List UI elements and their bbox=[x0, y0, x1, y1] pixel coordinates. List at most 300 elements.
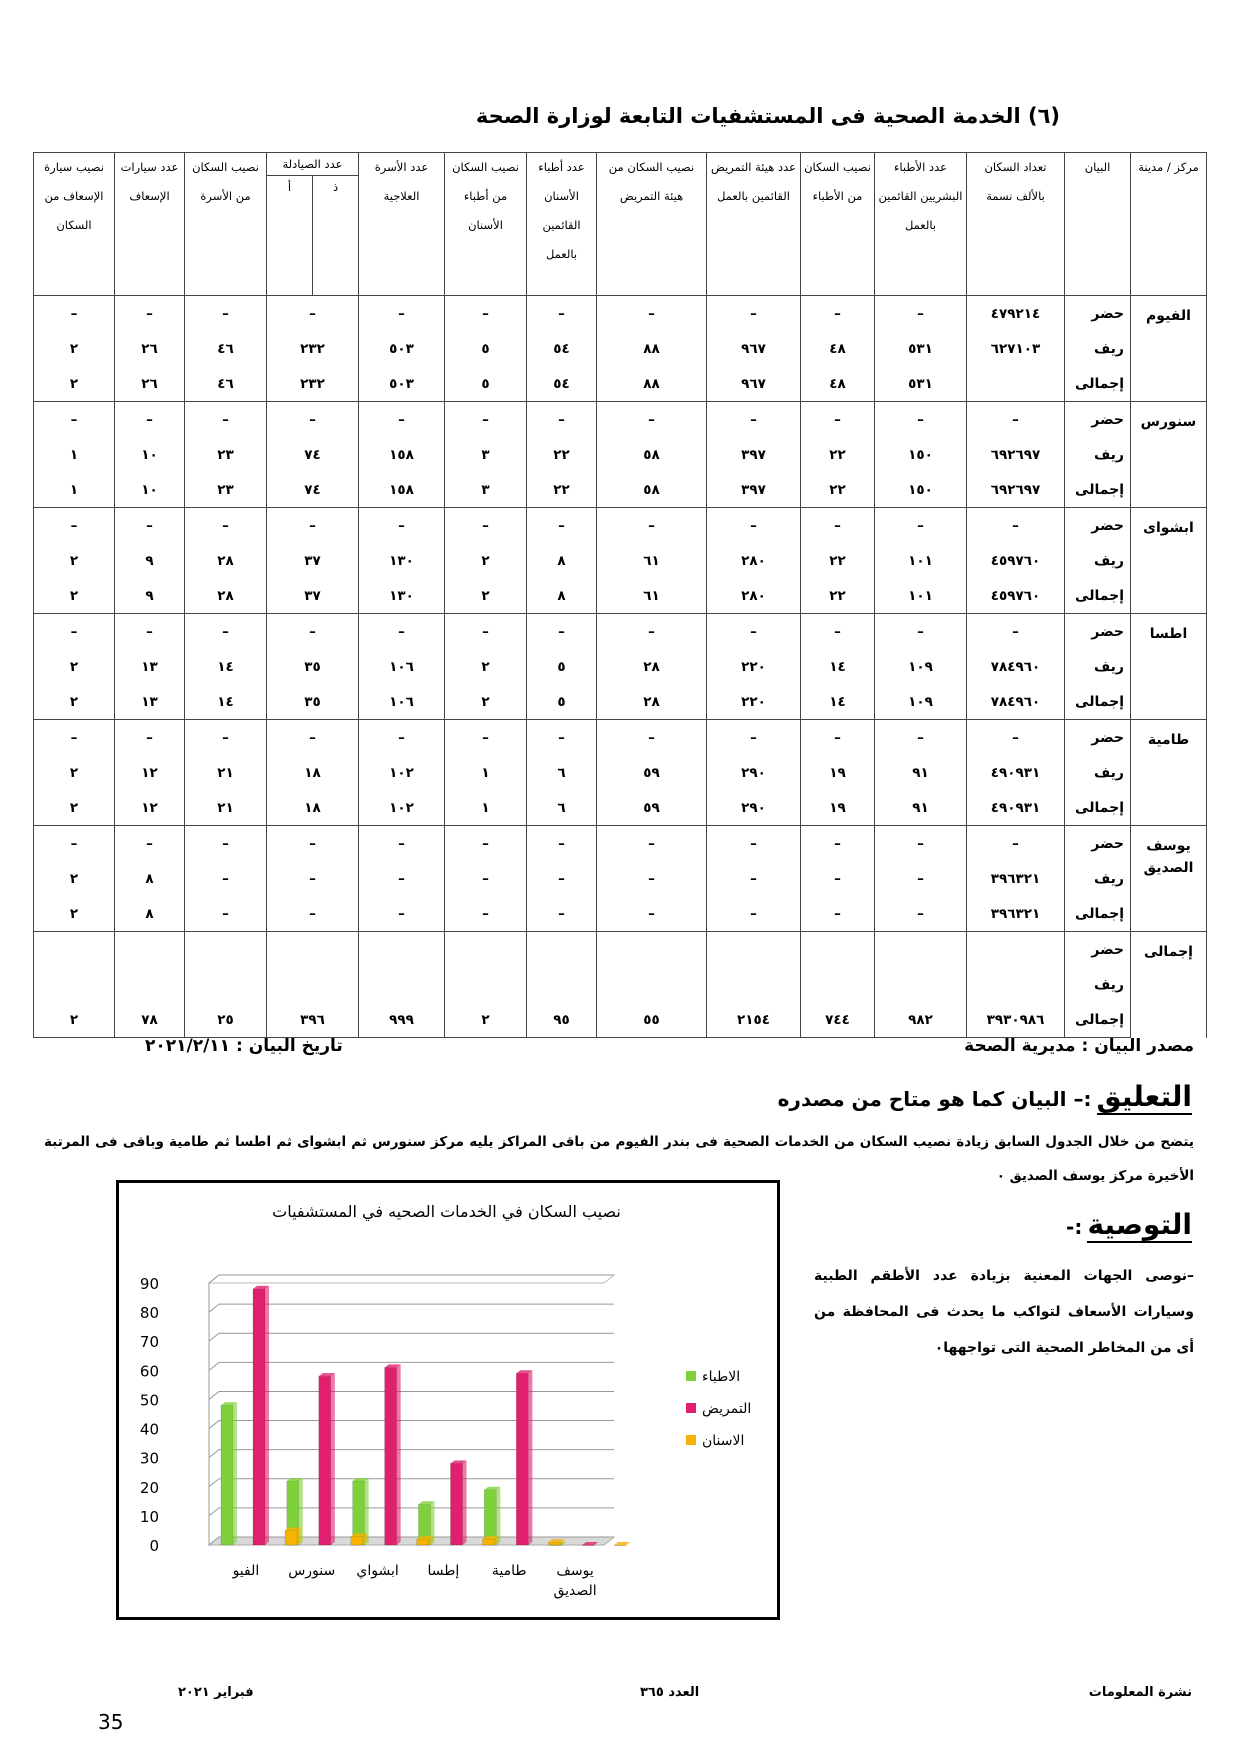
table-cell bbox=[527, 932, 597, 968]
table-cell: ٥٩ bbox=[597, 755, 707, 790]
row-type: حضر bbox=[1065, 296, 1131, 332]
table-cell: – bbox=[267, 720, 359, 756]
table-row bbox=[34, 967, 1207, 1002]
table-cell: ٤٨ bbox=[801, 366, 875, 402]
table-cell: ٥٨ bbox=[597, 472, 707, 508]
table-cell: ١٩ bbox=[801, 790, 875, 826]
table-cell: ٦ bbox=[527, 755, 597, 790]
table-cell: – bbox=[359, 402, 445, 438]
table-cell: ١ bbox=[34, 437, 115, 472]
table-cell: ٥٤ bbox=[527, 331, 597, 366]
table-cell: ٥٤ bbox=[527, 366, 597, 402]
table-cell: – bbox=[875, 896, 967, 932]
header-subcell: أ bbox=[267, 176, 313, 296]
header-cell: عدد سيارات الإسعاف bbox=[115, 153, 185, 296]
table-cell: – bbox=[801, 826, 875, 862]
table-cell: – bbox=[185, 861, 267, 896]
table-cell: ٢٣٢ bbox=[267, 366, 359, 402]
x-tick-label: يوسف bbox=[556, 1563, 594, 1579]
table-cell: ٢ bbox=[445, 649, 527, 684]
comment-heading bbox=[778, 1080, 1192, 1113]
table-cell: ٢ bbox=[445, 684, 527, 720]
table-cell: ١٥٨ bbox=[359, 437, 445, 472]
table-cell: ١٤ bbox=[801, 649, 875, 684]
table-cell: ٩ bbox=[115, 543, 185, 578]
header-cell: عدد الأسرة العلاجية bbox=[359, 153, 445, 296]
table-cell: ١٣٠ bbox=[359, 578, 445, 614]
table-cell bbox=[875, 967, 967, 1002]
table-cell: ١٠٦ bbox=[359, 684, 445, 720]
x-tick-label: الصديق bbox=[553, 1583, 597, 1599]
row-type: حضر bbox=[1065, 402, 1131, 438]
page-title: (٦) الخدمة الصحية فى المستشفيات التابعة لوزارة الصحة bbox=[475, 104, 1060, 128]
bar bbox=[451, 1463, 463, 1545]
table-cell: – bbox=[267, 861, 359, 896]
y-tick-label: 60 bbox=[139, 1362, 159, 1381]
bar-side bbox=[265, 1286, 269, 1545]
bar-side bbox=[331, 1373, 335, 1545]
table-cell: ٢ bbox=[34, 331, 115, 366]
table-cell bbox=[527, 967, 597, 1002]
table-cell: – bbox=[359, 896, 445, 932]
table-cell: – bbox=[34, 614, 115, 650]
table-cell: ١٩ bbox=[801, 755, 875, 790]
table-cell: ٢١ bbox=[185, 790, 267, 826]
table-cell bbox=[597, 967, 707, 1002]
bar-side bbox=[233, 1402, 237, 1545]
table-cell: ٢٢ bbox=[527, 437, 597, 472]
header-cell: عدد الأطباء البشريين القائمين بالعمل bbox=[875, 153, 967, 296]
table-cell: ١٨ bbox=[267, 790, 359, 826]
table-cell: ٥٥ bbox=[597, 1002, 707, 1038]
row-type: حضر bbox=[1065, 932, 1131, 968]
table-cell: – bbox=[185, 826, 267, 862]
table-cell: ٢ bbox=[34, 649, 115, 684]
table-cell: – bbox=[34, 720, 115, 756]
table-cell: ١٢ bbox=[115, 790, 185, 826]
grid-line bbox=[209, 1450, 219, 1458]
row-type: ريف bbox=[1065, 543, 1131, 578]
table-cell: – bbox=[967, 614, 1065, 650]
legend-label: الاسنان bbox=[702, 1433, 745, 1449]
table-cell: ٩٨٢ bbox=[875, 1002, 967, 1038]
table-cell: ٣٩٧ bbox=[707, 472, 801, 508]
table-cell: ٩٦٧ bbox=[707, 366, 801, 402]
table-cell: ٥ bbox=[527, 684, 597, 720]
table-cell: ٤٧٩٢١٤ bbox=[967, 296, 1065, 332]
table-row bbox=[34, 402, 1207, 438]
region-name: إجمالى bbox=[1131, 932, 1207, 1038]
table-cell: – bbox=[34, 826, 115, 862]
table-cell: – bbox=[445, 861, 527, 896]
table-cell: – bbox=[597, 896, 707, 932]
table-cell: ٥٣١ bbox=[875, 366, 967, 402]
table-cell: ٨ bbox=[115, 861, 185, 896]
footer-publication: نشرة المعلومات bbox=[1088, 1685, 1192, 1700]
table-cell: ٧٨٤٩٦٠ bbox=[967, 649, 1065, 684]
legend-label: التمريض bbox=[702, 1401, 752, 1417]
bar bbox=[385, 1367, 397, 1545]
table-cell: – bbox=[185, 402, 267, 438]
header-cell: عدد الصيادلة bbox=[267, 153, 359, 176]
table-cell: – bbox=[707, 896, 801, 932]
header-cell: عدد أطباء الأسنان القائمين بالعمل bbox=[527, 153, 597, 296]
recommendation-heading bbox=[1066, 1208, 1192, 1241]
region-name: طامية bbox=[1131, 720, 1207, 826]
data-date: تاريخ البيان : ٢٠٢١/٢/١١ bbox=[145, 1036, 343, 1056]
footer-date: فبراير ٢٠٢١ bbox=[178, 1685, 254, 1700]
table-row bbox=[34, 720, 1207, 756]
table-cell: ٨٨ bbox=[597, 331, 707, 366]
table-cell: ٣٧ bbox=[267, 543, 359, 578]
table-cell: ٥ bbox=[527, 649, 597, 684]
table-row bbox=[34, 1002, 1207, 1038]
table-cell bbox=[875, 932, 967, 968]
table-cell: ٦٩٢٦٩٧ bbox=[967, 437, 1065, 472]
table-cell: – bbox=[445, 508, 527, 544]
table-row bbox=[34, 826, 1207, 862]
table-cell: ٤٩٠٩٣١ bbox=[967, 790, 1065, 826]
table-cell: ٤٥٩٧٦٠ bbox=[967, 578, 1065, 614]
data-source: مصدر البيان : مديرية الصحة bbox=[964, 1036, 1194, 1056]
table-cell: – bbox=[359, 861, 445, 896]
table-cell: – bbox=[527, 296, 597, 332]
table-cell: – bbox=[115, 508, 185, 544]
table-cell: ٦١ bbox=[597, 543, 707, 578]
table-cell: ٢٢ bbox=[801, 578, 875, 614]
row-type: ريف bbox=[1065, 437, 1131, 472]
table-cell bbox=[445, 967, 527, 1002]
table-cell bbox=[967, 366, 1065, 402]
grid-line bbox=[209, 1391, 219, 1399]
table-cell: ٩٦٧ bbox=[707, 331, 801, 366]
row-type: حضر bbox=[1065, 720, 1131, 756]
table-cell: ٢ bbox=[445, 578, 527, 614]
bar-top bbox=[614, 1542, 630, 1545]
header-cell: عدد هيئة التمريض القائمين بالعمل bbox=[707, 153, 801, 296]
table-cell: ٢ bbox=[34, 861, 115, 896]
table-cell: ٢٣ bbox=[185, 437, 267, 472]
bar-side bbox=[528, 1370, 532, 1545]
footer-issue: العدد ٣٦٥ bbox=[640, 1685, 700, 1700]
table-cell: ٨ bbox=[115, 896, 185, 932]
table-cell: ٣ bbox=[445, 437, 527, 472]
table-cell: – bbox=[801, 614, 875, 650]
header-cell: نصيب سيارة الإسعاف من السكان bbox=[34, 153, 115, 296]
table-cell: ٢٢٠ bbox=[707, 649, 801, 684]
grid-line bbox=[209, 1333, 219, 1341]
table-cell: ٦١ bbox=[597, 578, 707, 614]
table-cell: – bbox=[34, 508, 115, 544]
table-row bbox=[34, 543, 1207, 578]
table-row bbox=[34, 296, 1207, 332]
table-cell: – bbox=[801, 296, 875, 332]
table-cell: ١٠ bbox=[115, 472, 185, 508]
header-cell: مركز / مدينة bbox=[1131, 153, 1207, 296]
grid-line bbox=[209, 1479, 219, 1487]
table-cell: ١٠٢ bbox=[359, 790, 445, 826]
table-cell: – bbox=[707, 826, 801, 862]
table-cell: – bbox=[445, 720, 527, 756]
table-cell: ٣٥ bbox=[267, 649, 359, 684]
table-cell: – bbox=[875, 861, 967, 896]
table-cell: – bbox=[707, 296, 801, 332]
table-cell: ١ bbox=[445, 790, 527, 826]
grid-line bbox=[209, 1304, 219, 1312]
table-cell: ٢٨٠ bbox=[707, 578, 801, 614]
table-cell: ٢٣٢ bbox=[267, 331, 359, 366]
chart-title: نصيب السكان في الخدمات الصحيه في المستشفيات bbox=[272, 1202, 621, 1221]
table-cell bbox=[115, 932, 185, 968]
table-cell: – bbox=[875, 296, 967, 332]
table-cell: ٢ bbox=[34, 684, 115, 720]
table-cell: ٣٩٧ bbox=[707, 437, 801, 472]
region-name: الفيوم bbox=[1131, 296, 1207, 402]
table-cell: ٤٦ bbox=[185, 331, 267, 366]
table-cell bbox=[597, 932, 707, 968]
table-cell: ٥٠٣ bbox=[359, 366, 445, 402]
x-tick-label: ابشواي bbox=[356, 1563, 399, 1579]
header-subcell: ذ bbox=[313, 176, 359, 296]
table-cell: – bbox=[707, 614, 801, 650]
table-cell: ٢٢ bbox=[801, 437, 875, 472]
table-cell: ٨ bbox=[527, 543, 597, 578]
table-cell: – bbox=[597, 826, 707, 862]
row-type: ريف bbox=[1065, 649, 1131, 684]
table-cell bbox=[185, 932, 267, 968]
table-cell: ٧٤٤ bbox=[801, 1002, 875, 1038]
table-cell: ٢ bbox=[34, 755, 115, 790]
table-cell: ٢٨ bbox=[185, 543, 267, 578]
table-row bbox=[34, 472, 1207, 508]
table-cell: – bbox=[875, 614, 967, 650]
table-cell: – bbox=[801, 720, 875, 756]
table-cell: ٩٩٩ bbox=[359, 1002, 445, 1038]
header-cell: نصيب السكان من هيئة التمريض bbox=[597, 153, 707, 296]
table-cell: ١٠٢ bbox=[359, 755, 445, 790]
table-cell: ٦ bbox=[527, 790, 597, 826]
table-cell: – bbox=[185, 896, 267, 932]
table-cell: – bbox=[597, 720, 707, 756]
table-cell: – bbox=[707, 861, 801, 896]
table-cell: ١٠ bbox=[115, 437, 185, 472]
table-cell: ١٣ bbox=[115, 684, 185, 720]
table-cell: ٥٩ bbox=[597, 790, 707, 826]
grid-line bbox=[209, 1421, 219, 1429]
table-cell bbox=[267, 967, 359, 1002]
table-cell: – bbox=[34, 296, 115, 332]
grid-line bbox=[209, 1362, 219, 1370]
y-tick-label: 50 bbox=[139, 1391, 159, 1410]
table-cell: ٥٠٣ bbox=[359, 331, 445, 366]
table-cell bbox=[115, 967, 185, 1002]
table-cell bbox=[801, 967, 875, 1002]
table-cell: – bbox=[445, 402, 527, 438]
legend-swatch bbox=[686, 1403, 696, 1413]
bar bbox=[417, 1539, 429, 1545]
table-cell: – bbox=[597, 296, 707, 332]
bar bbox=[221, 1405, 233, 1545]
table-cell: ٢ bbox=[34, 790, 115, 826]
table-cell: – bbox=[359, 296, 445, 332]
table-cell: – bbox=[527, 861, 597, 896]
page-number: 35 bbox=[98, 1710, 124, 1734]
table-cell: – bbox=[115, 826, 185, 862]
table-cell: ١٥٠ bbox=[875, 472, 967, 508]
table-cell: ١٤ bbox=[801, 684, 875, 720]
table-cell: – bbox=[445, 614, 527, 650]
table-cell: – bbox=[359, 508, 445, 544]
bar bbox=[548, 1542, 560, 1545]
table-cell: ٣٩٦٣٢١ bbox=[967, 896, 1065, 932]
table-cell: ١٣ bbox=[115, 649, 185, 684]
chart-top-edge bbox=[209, 1275, 614, 1283]
table-cell: – bbox=[967, 508, 1065, 544]
y-tick-label: 90 bbox=[139, 1275, 159, 1293]
region-name: اطسا bbox=[1131, 614, 1207, 720]
table-cell bbox=[707, 932, 801, 968]
row-type: ريف bbox=[1065, 861, 1131, 896]
table-cell: ٤٥٩٧٦٠ bbox=[967, 543, 1065, 578]
table-cell: – bbox=[359, 826, 445, 862]
table-cell: – bbox=[34, 402, 115, 438]
table-cell: ٣٧ bbox=[267, 578, 359, 614]
bar bbox=[614, 1545, 626, 1546]
recommendation-body: –نوصى الجهات المعنية بزيادة عدد الأطقم الطبية وسيارات الأسعاف لتواكب ما يحدث فى المحافظة من أى من المخاطر الصحية التى تواجهها٠ bbox=[814, 1268, 1194, 1356]
table-cell: – bbox=[875, 826, 967, 862]
table-cell bbox=[34, 967, 115, 1002]
region-name: يوسف الصديق bbox=[1131, 826, 1207, 932]
table-cell: – bbox=[597, 861, 707, 896]
y-tick-label: 20 bbox=[139, 1478, 159, 1497]
table-cell: – bbox=[267, 402, 359, 438]
region-name: سنورس bbox=[1131, 402, 1207, 508]
table-cell: ٢٦ bbox=[115, 331, 185, 366]
header-cell: البيان bbox=[1065, 153, 1131, 296]
chart-container bbox=[116, 1180, 780, 1620]
table-cell: – bbox=[707, 508, 801, 544]
recommendation-heading-title: التوصية bbox=[1087, 1208, 1192, 1241]
x-tick-label: سنورس bbox=[288, 1563, 336, 1579]
y-tick-label: 0 bbox=[149, 1537, 159, 1555]
table-cell: – bbox=[267, 826, 359, 862]
bar-chart bbox=[119, 1183, 777, 1617]
table-cell: ٣٩٣٠٩٨٦ bbox=[967, 1002, 1065, 1038]
table-cell bbox=[967, 967, 1065, 1002]
table-cell: ١٠٩ bbox=[875, 649, 967, 684]
table-cell: – bbox=[267, 508, 359, 544]
row-type: حضر bbox=[1065, 508, 1131, 544]
table-cell: ٥٣١ bbox=[875, 331, 967, 366]
table-cell: ٢٦ bbox=[115, 366, 185, 402]
table-cell: ٢٢ bbox=[801, 472, 875, 508]
table-cell: – bbox=[267, 896, 359, 932]
table-cell: ٥ bbox=[445, 366, 527, 402]
table-cell: – bbox=[801, 402, 875, 438]
table-cell: – bbox=[185, 614, 267, 650]
table-cell: ٧٨٤٩٦٠ bbox=[967, 684, 1065, 720]
table-cell: ٢٩٠ bbox=[707, 755, 801, 790]
table-cell: ١٠٦ bbox=[359, 649, 445, 684]
table-cell bbox=[359, 932, 445, 968]
table-cell: ٢٨٠ bbox=[707, 543, 801, 578]
health-services-table bbox=[33, 152, 1207, 1038]
table-cell: – bbox=[967, 402, 1065, 438]
table-cell: ١٤ bbox=[185, 649, 267, 684]
table-cell: – bbox=[445, 296, 527, 332]
table-row bbox=[34, 508, 1207, 544]
table-cell bbox=[445, 932, 527, 968]
x-tick-label: الفيو bbox=[232, 1563, 260, 1579]
table-cell: ٢٢ bbox=[801, 543, 875, 578]
table-row bbox=[34, 896, 1207, 932]
table-cell: ٧٨ bbox=[115, 1002, 185, 1038]
table-cell: ٢ bbox=[34, 543, 115, 578]
table-cell: ١٠٩ bbox=[875, 684, 967, 720]
table-row bbox=[34, 366, 1207, 402]
table-cell: – bbox=[185, 296, 267, 332]
table-cell: – bbox=[527, 826, 597, 862]
header-cell: نصيب السكان من أطباء الأسنان bbox=[445, 153, 527, 296]
comment-heading-title: التعليق bbox=[1096, 1080, 1192, 1113]
bar bbox=[319, 1376, 331, 1545]
bar bbox=[285, 1530, 297, 1545]
table-cell: ٢ bbox=[34, 366, 115, 402]
table-cell: ٢ bbox=[445, 1002, 527, 1038]
bar bbox=[582, 1545, 594, 1546]
table-cell: ٩١ bbox=[875, 755, 967, 790]
table-cell: ١٨ bbox=[267, 755, 359, 790]
row-type: إجمالى bbox=[1065, 684, 1131, 720]
table-cell: – bbox=[597, 614, 707, 650]
table-cell: ٢ bbox=[34, 578, 115, 614]
bar-side bbox=[397, 1364, 401, 1545]
row-type: ريف bbox=[1065, 331, 1131, 366]
table-cell: – bbox=[967, 826, 1065, 862]
table-row bbox=[34, 331, 1207, 366]
bar-side bbox=[463, 1460, 467, 1545]
table-cell: ٢٥ bbox=[185, 1002, 267, 1038]
table-cell: ٦٩٢٦٩٧ bbox=[967, 472, 1065, 508]
table-cell: ٥ bbox=[445, 331, 527, 366]
bar bbox=[351, 1536, 363, 1545]
y-tick-label: 10 bbox=[139, 1507, 159, 1526]
table-cell: – bbox=[875, 402, 967, 438]
table-cell: ٢٢ bbox=[527, 472, 597, 508]
header-cell: نصيب السكان من الأسرة bbox=[185, 153, 267, 296]
table-row bbox=[34, 755, 1207, 790]
table-cell: – bbox=[267, 614, 359, 650]
table-cell: – bbox=[967, 720, 1065, 756]
table-cell: – bbox=[115, 720, 185, 756]
table-cell: ٣٥ bbox=[267, 684, 359, 720]
table-cell: – bbox=[801, 508, 875, 544]
comment-heading-rest: :– البيان كما هو متاح من مصدره bbox=[777, 1087, 1092, 1111]
table-cell: – bbox=[445, 826, 527, 862]
bar bbox=[516, 1373, 528, 1545]
table-cell: – bbox=[445, 896, 527, 932]
comment-body: يتضح من خلال الجدول السابق زيادة نصيب السكان من الخدمات الصحية فى بندر الفيوم من باقى المراكز يليه مركز سنورس ثم ابشواى ثم اطسا ثم طامية وباقى فى المرتبة الأخيرة مركز يوسف الصديق ٠ bbox=[44, 1134, 1194, 1184]
table-row bbox=[34, 649, 1207, 684]
table-cell: ١٠١ bbox=[875, 543, 967, 578]
x-tick-label: إطسا bbox=[427, 1563, 460, 1579]
table-cell: ٨ bbox=[527, 578, 597, 614]
table-cell: – bbox=[597, 508, 707, 544]
table-row bbox=[34, 861, 1207, 896]
table-cell: ٥٨ bbox=[597, 437, 707, 472]
table-cell: – bbox=[527, 896, 597, 932]
table-cell bbox=[707, 967, 801, 1002]
